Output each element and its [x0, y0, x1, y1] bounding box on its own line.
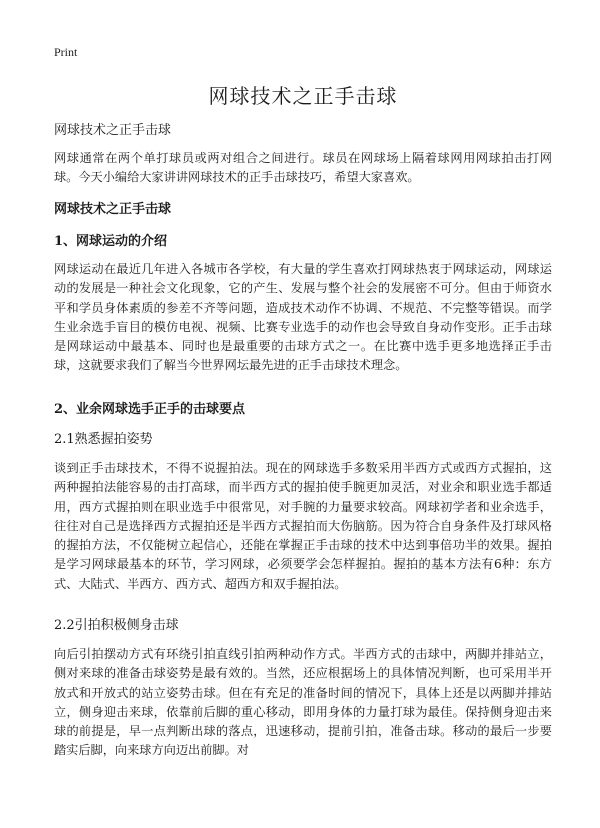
intro-paragraph: 网球通常在两个单打球员或两对组合之间进行。球员在网球场上隔着球网用网球拍击打网球。今天小编给大家讲讲网球技术的正手击球技巧，希望大家喜欢。 — [54, 151, 552, 185]
section-title: 网球技术之正手击球 — [54, 202, 172, 217]
subtitle: 网球技术之正手击球 — [54, 123, 172, 138]
paragraph-1: 网球运动在最近几年进入各城市各学校，有大量的学生喜欢打网球热衷于网球运动，网球运动的发展是一种社会文化现象，它的产生、发展与整个社会的发展密不可分。但由于师资水平和学员身体素质的参差不齐等问题，造成技术动作不协调、不规范、不完整等错误。而学生业余选手盲目的模仿电视、视频、比赛专业选手的动作也会导致自身动作变形。正手击球是网球运动中最基本、同时也是最重要的击球方式之一。在比赛中选手更多地选择正手击球，这就要求我们了解当今世界网坛最先进的正手击球技术理念。 — [54, 262, 552, 373]
heading-1: 1、网球运动的介绍 — [54, 234, 168, 249]
print-link[interactable]: Print — [54, 45, 78, 59]
paragraph-2-1: 谈到正手击球技术，不得不说握拍法。现在的网球选手多数采用半西方式或西方式握拍，这两种握拍法能容易的击打高球，而半西方式的握拍使手腕更加灵活，对业余和职业选手都适用，西方式握拍则在职业选手中很常见，对手腕的力量要求较高。网球初学者和业余选手，往往对自己是选择西方式握拍还是半西方式握拍而大伤脑筋。因为符合自身条件及打球风格的握拍方法，不仅能树立起信心，还能在掌握正手击球的技术中达到事倍功半的效果。握拍是学习网球最基本的环节，学习网球，必须要学会怎样握拍。握拍的基本方法有6种：东方式、大陆式、半西方、西方式、超西方和双手握拍法。 — [54, 461, 552, 591]
heading-2-1: 2.1熟悉握拍姿势 — [54, 432, 153, 447]
heading-2-2: 2.2引拍积极侧身击球 — [54, 618, 179, 633]
heading-2: 2、业余网球选手正手的击球要点 — [54, 402, 246, 417]
page-title: 网球技术之正手击球 — [208, 84, 398, 108]
paragraph-2-2: 向后引拍摆动方式有环绕引拍直线引拍两种动作方式。半西方式的击球中，两脚并排站立，侧对来球的准备击球姿势是最有效的。当然，还应根据场上的具体情况判断，也可采用半开放式和开放式的站立姿势击球。但在有充足的准备时间的情况下，具体上还是以两脚并排站立，侧身迎击来球，依靠前后脚的重心移动，即用身体的力量打球为最佳。保持侧身迎击来球的前提是，早一点判断出球的落点，迅速移动，提前引拍，准备击球。移动的最后一步要踏实后脚，向来球方向迈出前脚。对 — [54, 647, 552, 758]
